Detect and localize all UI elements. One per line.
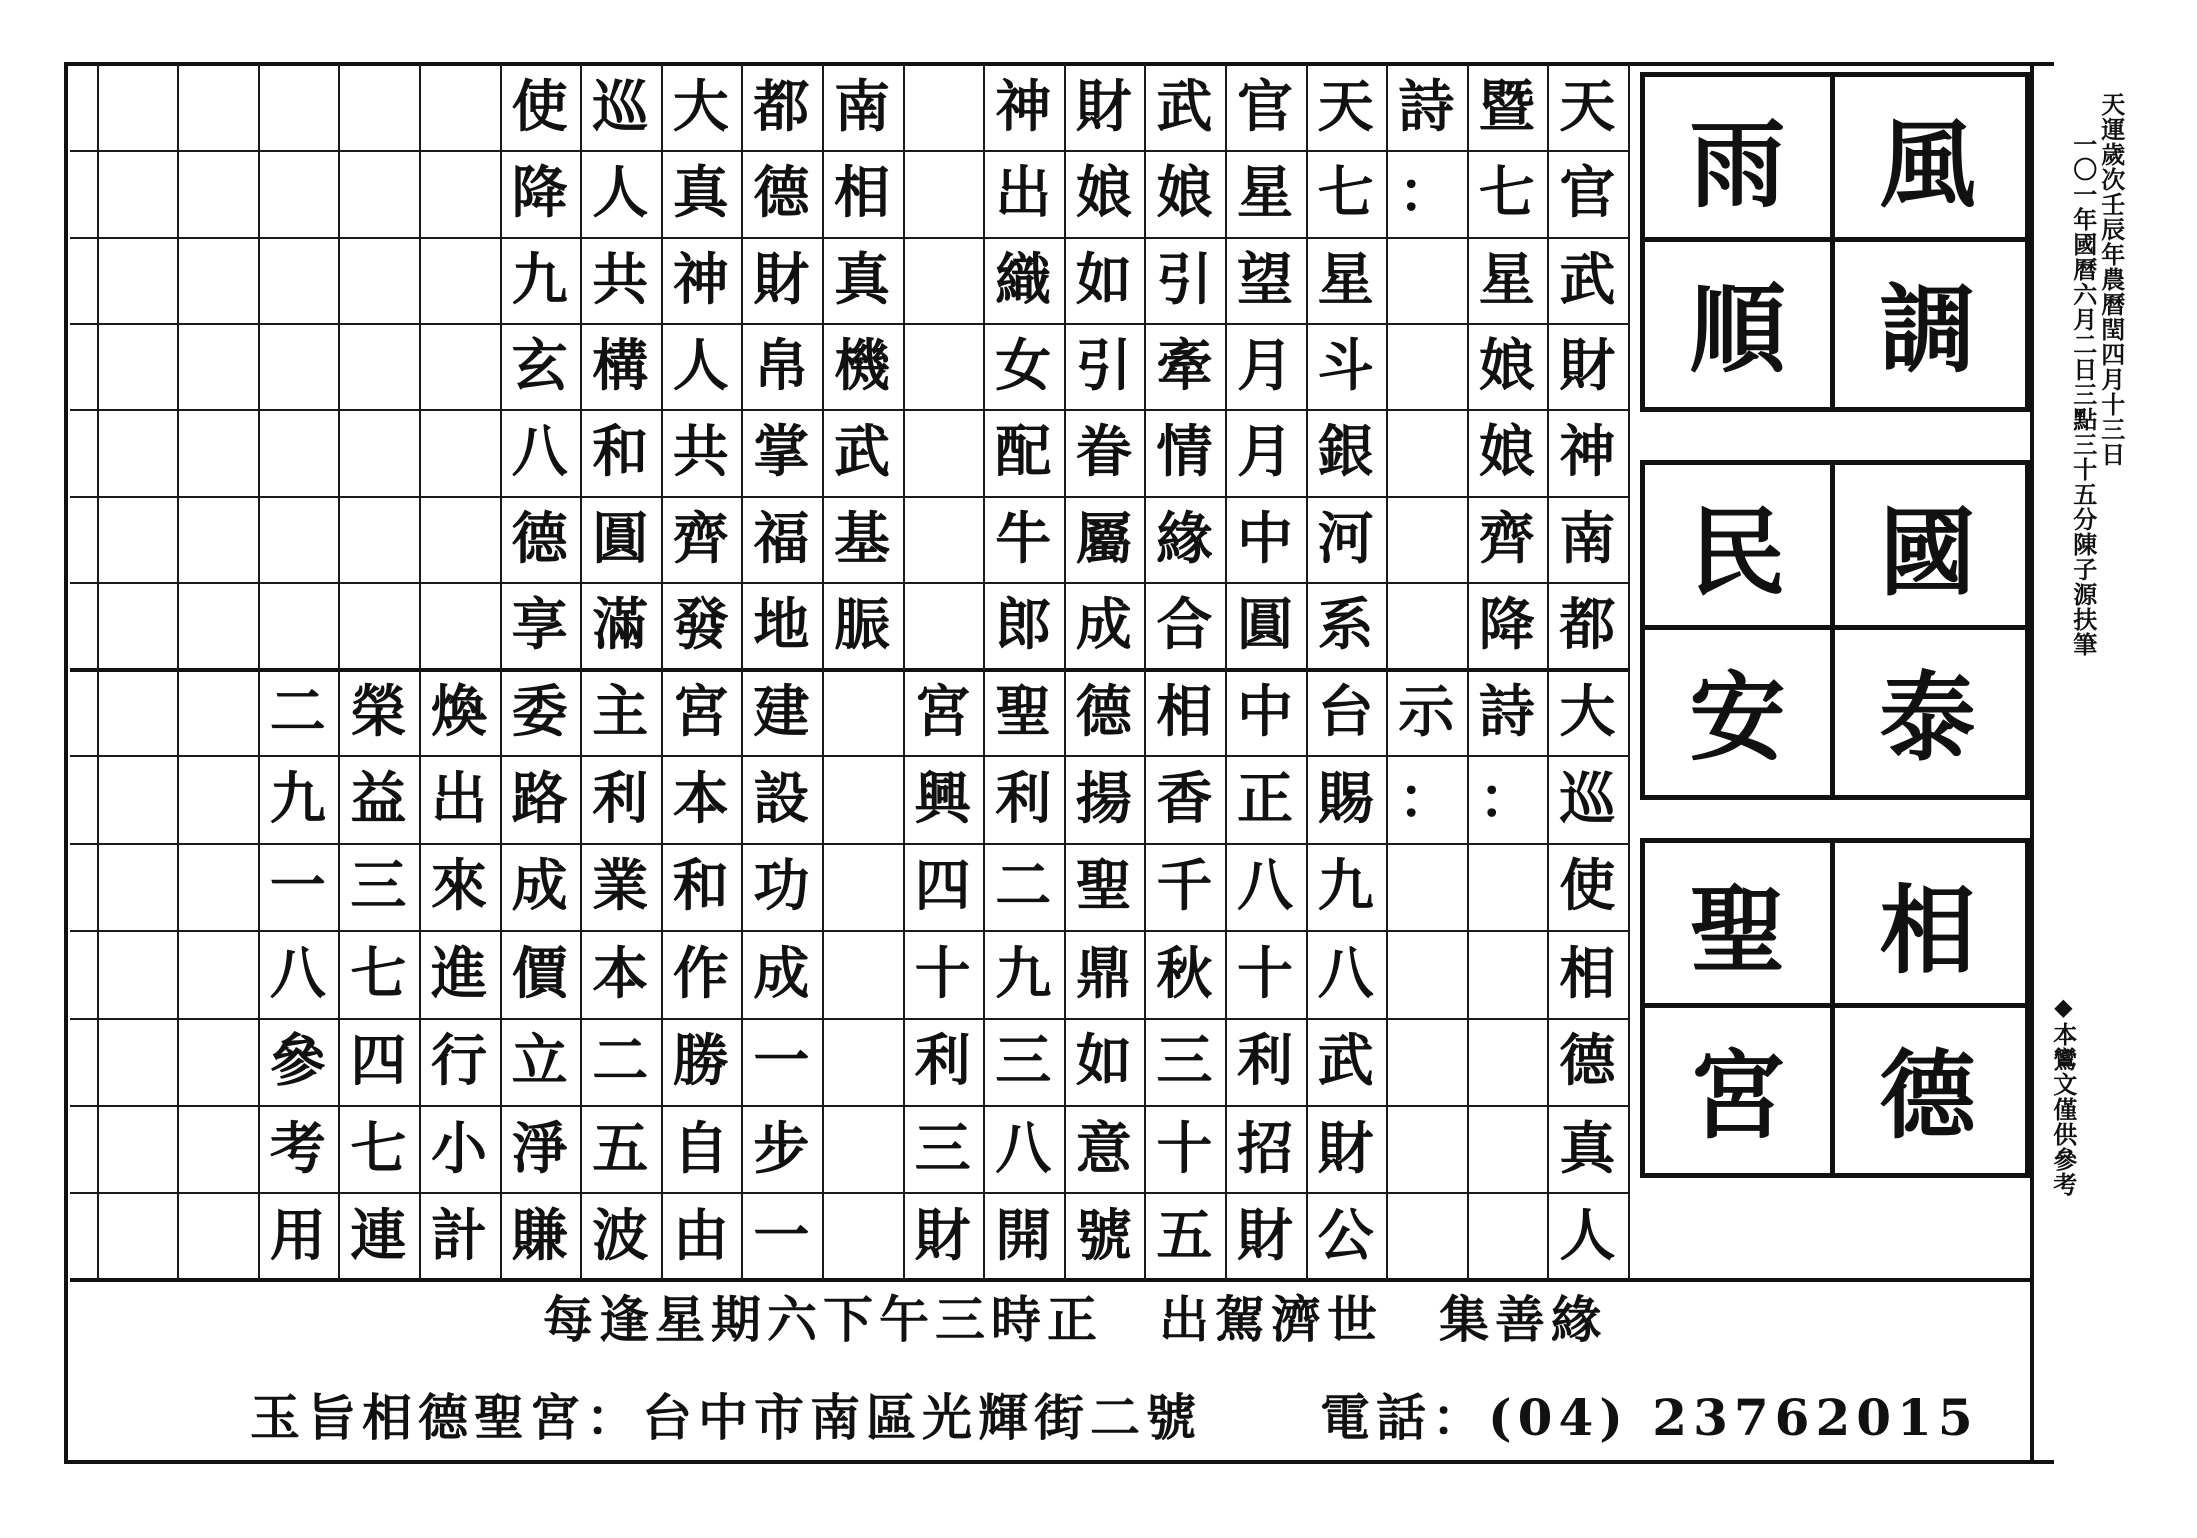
top-poem-char: 出 xyxy=(995,160,1052,227)
bottom-poem-char: 德 xyxy=(1075,678,1132,745)
bottom-poem-char: 聖 xyxy=(1075,853,1132,920)
top-poem-char: 武 xyxy=(1156,74,1213,141)
panel-char: 宮 xyxy=(1689,1038,1786,1152)
top-poem-char: 七 xyxy=(1478,160,1535,227)
top-poem-char: 八 xyxy=(511,419,568,486)
bottom-poem-char: 功 xyxy=(753,853,810,920)
top-poem-char: 配 xyxy=(995,419,1052,486)
bottom-poem-char: 勝 xyxy=(672,1028,729,1095)
top-poem-char: 掌 xyxy=(753,419,810,486)
top-poem-char: 星 xyxy=(1237,160,1293,227)
top-poem-char: 如 xyxy=(1075,246,1132,313)
bottom-poem-char: 自 xyxy=(672,1115,729,1182)
top-poem-char: 郎 xyxy=(995,591,1052,658)
bottom-poem-char: 來 xyxy=(431,853,487,920)
bottom-poem-char: 一 xyxy=(753,1028,810,1095)
top-poem-char: 共 xyxy=(592,246,649,313)
top-poem-char: 河 xyxy=(1317,505,1374,572)
frame-bottom xyxy=(64,1460,2054,1464)
bottom-poem-char: 公 xyxy=(1317,1203,1374,1270)
bottom-poem-char: 主 xyxy=(592,678,649,745)
bottom-poem-char: 出 xyxy=(431,766,487,833)
grid-vline xyxy=(177,64,179,1280)
bottom-poem-char: 價 xyxy=(511,940,568,1007)
bottom-poem-char: 和 xyxy=(672,853,729,920)
top-poem-char: 牽 xyxy=(1156,333,1213,400)
top-poem-char: 使 xyxy=(511,74,568,141)
bottom-poem-char: 真 xyxy=(1559,1115,1616,1182)
top-poem-char: 神 xyxy=(672,246,729,313)
panel-char: 民 xyxy=(1689,495,1786,609)
top-poem-char: 巡 xyxy=(592,74,649,141)
bottom-poem-char: 五 xyxy=(592,1115,649,1182)
bottom-poem-char: 財 xyxy=(1237,1203,1293,1270)
bottom-poem-char: 利 xyxy=(914,1028,971,1095)
bottom-poem-char: 設 xyxy=(753,766,810,833)
bottom-poem-char: 示 xyxy=(1398,678,1455,745)
top-poem-char: 大 xyxy=(672,74,729,141)
top-poem-char: 成 xyxy=(1075,591,1132,658)
top-poem-char: 德 xyxy=(511,505,568,572)
bottom-poem-char: 參 xyxy=(269,1028,326,1095)
top-poem-char: 財 xyxy=(1075,74,1132,141)
top-poem-char: 暨 xyxy=(1478,74,1535,141)
bottom-poem-char: 步 xyxy=(753,1115,810,1182)
bottom-poem-char: 用 xyxy=(269,1203,326,1270)
panel-char: 調 xyxy=(1879,272,1976,386)
top-poem-char: 地 xyxy=(753,591,810,658)
top-poem-char: 娘 xyxy=(1478,419,1535,486)
grid-vline xyxy=(1628,64,1630,1280)
bottom-poem-char: ： xyxy=(1478,766,1535,833)
top-poem-char: 織 xyxy=(995,246,1052,313)
top-poem-char: 天 xyxy=(1317,74,1374,141)
side-note-date-lunar: 天運歲次壬辰年農曆閏四月十三日 xyxy=(2096,92,2126,467)
top-poem-char: 斗 xyxy=(1317,333,1374,400)
top-poem-char: 玄 xyxy=(511,333,568,400)
panel-char: 泰 xyxy=(1879,660,1976,774)
bottom-poem-char: 成 xyxy=(753,940,810,1007)
bottom-poem-char: 如 xyxy=(1075,1028,1132,1095)
bottom-poem-char: 大 xyxy=(1559,678,1616,745)
bottom-poem-char: 十 xyxy=(1156,1115,1213,1182)
top-poem-char: 真 xyxy=(834,246,890,313)
bottom-poem-char: 三 xyxy=(914,1115,971,1182)
frame-right xyxy=(2030,62,2034,1464)
top-poem-char: 人 xyxy=(592,160,649,227)
bottom-poem-char: 二 xyxy=(995,853,1052,920)
panel-char: 國 xyxy=(1879,495,1976,609)
side-note-date-solar: 一〇一年國曆六月二日三點三十五分陳子源扶筆 xyxy=(2068,132,2098,657)
address-line xyxy=(250,1378,2080,1450)
bottom-poem-char: 一 xyxy=(753,1203,810,1270)
top-poem-char: 降 xyxy=(511,160,568,227)
panel-char: 風 xyxy=(1879,107,1976,221)
top-poem-char: 娘 xyxy=(1075,160,1132,227)
top-poem-char: 和 xyxy=(592,419,649,486)
top-poem-char: 享 xyxy=(511,591,568,658)
bottom-poem-char: 三 xyxy=(995,1028,1052,1095)
top-poem-char: 基 xyxy=(834,505,890,572)
top-poem-char: 相 xyxy=(834,160,890,227)
blessing-panel xyxy=(1640,460,2030,800)
top-poem-char: 眷 xyxy=(1075,419,1132,486)
bottom-poem-char: 業 xyxy=(592,853,649,920)
top-poem-char: 都 xyxy=(753,74,810,141)
top-poem-char: 財 xyxy=(1559,333,1616,400)
top-poem-char: 降 xyxy=(1478,591,1535,658)
top-poem-char: 共 xyxy=(672,419,729,486)
bottom-poem-char: 招 xyxy=(1237,1115,1293,1182)
top-poem-char: 月 xyxy=(1237,419,1293,486)
bottom-poem-char: 財 xyxy=(914,1203,971,1270)
bottom-poem-char: 九 xyxy=(995,940,1052,1007)
top-poem-char: 齊 xyxy=(1478,505,1535,572)
top-poem-char: 月 xyxy=(1237,333,1293,400)
bottom-poem-char: 八 xyxy=(1317,940,1374,1007)
bottom-poem-char: 三 xyxy=(350,853,407,920)
bottom-poem-char: 香 xyxy=(1156,766,1213,833)
top-poem-char: 脤 xyxy=(834,591,890,658)
bottom-poem-char: 進 xyxy=(431,940,487,1007)
bottom-poem-char: 財 xyxy=(1317,1115,1374,1182)
bottom-poem-char: 德 xyxy=(1559,1028,1616,1095)
side-note-disclaimer: ◆本鸞文僅供參考 xyxy=(2048,992,2078,1197)
bottom-poem-char: 路 xyxy=(511,766,568,833)
schedule-line: 每逢星期六下午三時正 出駕濟世 集善緣 xyxy=(543,1290,1607,1349)
side-note xyxy=(2048,92,2128,1252)
bottom-poem-char: 九 xyxy=(1317,853,1374,920)
bottom-poem-char: 計 xyxy=(431,1203,487,1270)
panel-char: 相 xyxy=(1879,873,1976,987)
top-poem-char: 七 xyxy=(1317,160,1374,227)
bottom-poem-char: 榮 xyxy=(350,678,407,745)
bottom-poem-char: 七 xyxy=(350,940,407,1007)
panel-char: 雨 xyxy=(1689,107,1786,221)
bottom-poem-char: 利 xyxy=(995,766,1052,833)
top-poem-char: 系 xyxy=(1317,591,1374,658)
bottom-poem-char: 九 xyxy=(269,766,326,833)
top-poem-char: 德 xyxy=(753,160,810,227)
bottom-poem-char: 鼎 xyxy=(1075,940,1132,1007)
bottom-poem-char: 人 xyxy=(1559,1203,1616,1270)
top-poem-char: 齊 xyxy=(672,505,729,572)
top-poem-char: 星 xyxy=(1478,246,1535,313)
bottom-poem-char: 成 xyxy=(511,853,568,920)
temple-address: 玉旨相德聖宮：台中市南區光輝街二號 xyxy=(250,1388,1202,1447)
bottom-poem-char: 秋 xyxy=(1156,940,1213,1007)
top-poem-char: 九 xyxy=(511,246,568,313)
phone-number: 電話：(04) 23762015 xyxy=(1320,1388,1979,1447)
bottom-poem-char: 委 xyxy=(511,678,568,745)
panel-char: 聖 xyxy=(1689,873,1786,987)
bottom-poem-char: 行 xyxy=(431,1028,487,1095)
top-poem-char: 引 xyxy=(1156,246,1213,313)
bottom-poem-char: 二 xyxy=(592,1028,649,1095)
bottom-poem-char: 淨 xyxy=(511,1115,568,1182)
bottom-poem-char: 本 xyxy=(672,766,729,833)
bottom-poem-char: 三 xyxy=(1156,1028,1213,1095)
bottom-poem-char: 小 xyxy=(431,1115,487,1182)
top-poem-char: 官 xyxy=(1559,160,1616,227)
top-poem-char: 真 xyxy=(672,160,729,227)
bottom-poem-char: 中 xyxy=(1237,678,1293,745)
blessing-panel xyxy=(1640,838,2030,1178)
bottom-poem-char: 本 xyxy=(592,940,649,1007)
top-poem-char: 人 xyxy=(672,333,729,400)
top-poem-char: 望 xyxy=(1237,246,1293,313)
bottom-poem-char: 作 xyxy=(672,940,729,1007)
bottom-poem-char: 聖 xyxy=(995,678,1052,745)
bottom-poem-char: 一 xyxy=(269,853,326,920)
top-poem-char: 福 xyxy=(753,505,810,572)
bottom-poem-char: 宮 xyxy=(914,678,971,745)
frame-left xyxy=(64,62,68,1464)
bottom-poem-char: 八 xyxy=(1237,853,1293,920)
bottom-poem-char: 八 xyxy=(269,940,326,1007)
top-poem-char: 緣 xyxy=(1156,505,1213,572)
bottom-poem-char: 意 xyxy=(1075,1115,1132,1182)
bottom-poem-char: 立 xyxy=(511,1028,568,1095)
top-poem-char: 圓 xyxy=(592,505,649,572)
bottom-poem-char: 五 xyxy=(1156,1203,1213,1270)
bottom-poem-char: 波 xyxy=(592,1203,649,1270)
bottom-poem-char: 十 xyxy=(914,940,971,1007)
bottom-poem-char: 相 xyxy=(1559,940,1616,1007)
bottom-poem-char: 相 xyxy=(1156,678,1213,745)
bottom-poem-char: 正 xyxy=(1237,766,1293,833)
blessing-panel xyxy=(1640,72,2030,412)
bottom-poem-char: 巡 xyxy=(1559,766,1616,833)
top-poem-char: 滿 xyxy=(592,591,649,658)
bottom-poem-char: 揚 xyxy=(1075,766,1132,833)
top-poem-char: 詩 xyxy=(1398,74,1455,141)
bottom-poem-char: 二 xyxy=(269,678,326,745)
bottom-poem-char: 興 xyxy=(914,766,971,833)
panel-char: 安 xyxy=(1689,660,1786,774)
bottom-poem-char: 使 xyxy=(1559,853,1616,920)
bottom-poem-char: 利 xyxy=(1237,1028,1293,1095)
top-poem-char: 女 xyxy=(995,333,1052,400)
top-poem-char: 銀 xyxy=(1317,419,1374,486)
top-poem-char: 合 xyxy=(1156,591,1213,658)
top-poem-char: 帛 xyxy=(753,333,810,400)
top-poem-char: 引 xyxy=(1075,333,1132,400)
bottom-poem-char: 賺 xyxy=(511,1203,568,1270)
bottom-poem-char: 武 xyxy=(1317,1028,1374,1095)
top-poem-char: 南 xyxy=(1559,505,1616,572)
bottom-poem-char: 建 xyxy=(753,678,810,745)
bottom-poem-char: 號 xyxy=(1075,1203,1132,1270)
bottom-poem-char: 詩 xyxy=(1478,678,1535,745)
bottom-poem-char: 十 xyxy=(1237,940,1293,1007)
top-poem-char: 中 xyxy=(1237,505,1293,572)
bottom-poem-char: 煥 xyxy=(431,678,487,745)
bottom-poem-char: 八 xyxy=(995,1115,1052,1182)
top-poem-char: 娘 xyxy=(1156,160,1213,227)
top-poem-char: 星 xyxy=(1317,246,1374,313)
bottom-poem-char: 宮 xyxy=(672,678,729,745)
bottom-poem-char: 由 xyxy=(672,1203,729,1270)
bottom-poem-char: 台 xyxy=(1317,678,1374,745)
grid-vline xyxy=(97,64,99,1280)
bottom-poem-char: 考 xyxy=(269,1115,326,1182)
bottom-poem-char: 七 xyxy=(350,1115,407,1182)
panel-char: 德 xyxy=(1879,1038,1976,1152)
top-poem-char: 天 xyxy=(1559,74,1616,141)
top-poem-char: 娘 xyxy=(1478,333,1535,400)
top-poem-char: 發 xyxy=(672,591,729,658)
top-poem-char: 武 xyxy=(834,419,890,486)
top-poem-char: 武 xyxy=(1559,246,1616,313)
bottom-poem-char: 連 xyxy=(350,1203,407,1270)
top-poem-char: 圓 xyxy=(1237,591,1293,658)
top-poem-char: 都 xyxy=(1559,591,1616,658)
top-poem-char: ： xyxy=(1398,160,1455,227)
top-poem-char: 牛 xyxy=(995,505,1052,572)
top-poem-char: 神 xyxy=(995,74,1052,141)
top-poem-char: 機 xyxy=(834,333,890,400)
bottom-poem-char: 千 xyxy=(1156,853,1213,920)
bottom-poem-char: 四 xyxy=(350,1028,407,1095)
bottom-poem-char: ： xyxy=(1398,766,1455,833)
top-poem-char: 神 xyxy=(1559,419,1616,486)
top-poem-char: 構 xyxy=(592,333,649,400)
top-poem-char: 情 xyxy=(1156,419,1213,486)
panel-char: 順 xyxy=(1689,272,1786,386)
bottom-poem-char: 賜 xyxy=(1317,766,1374,833)
top-poem-char: 屬 xyxy=(1075,505,1132,572)
top-poem-char: 官 xyxy=(1237,74,1293,141)
top-poem-char: 南 xyxy=(834,74,890,141)
bottom-poem-char: 開 xyxy=(995,1203,1052,1270)
bottom-poem-char: 利 xyxy=(592,766,649,833)
bottom-poem-char: 益 xyxy=(350,766,407,833)
bottom-poem-char: 四 xyxy=(914,853,971,920)
top-poem-char: 財 xyxy=(753,246,810,313)
